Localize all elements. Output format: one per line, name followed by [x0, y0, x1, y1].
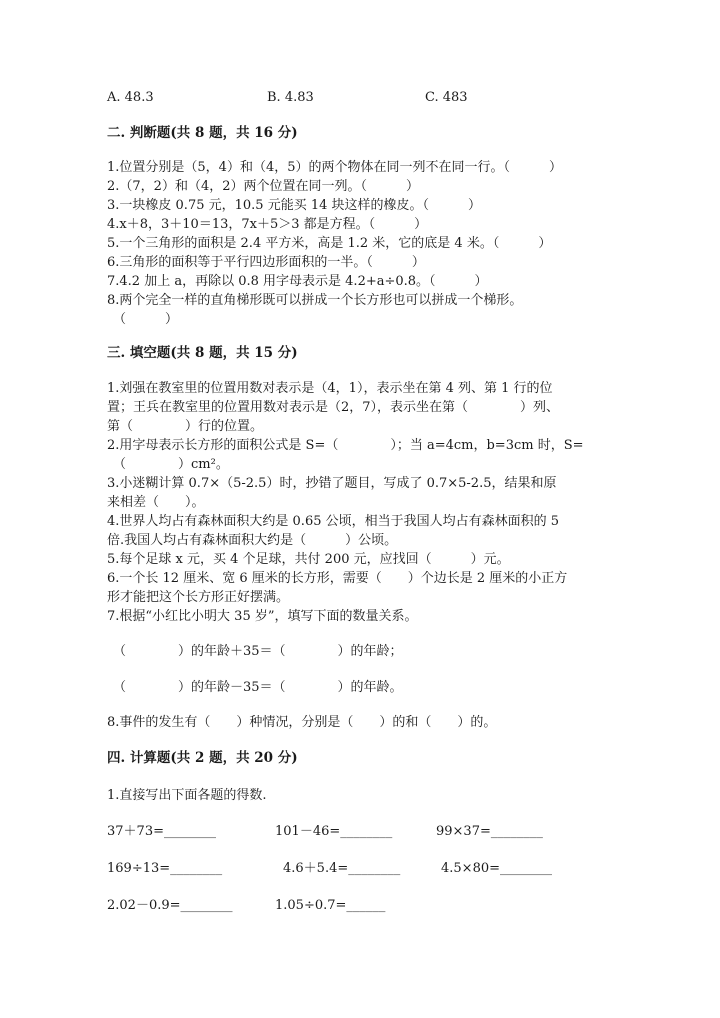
- fill-item-2-line-2: （ ）cm²。: [113, 457, 229, 472]
- calc-problem: 4.5×80=________: [441, 861, 553, 876]
- judge-item-2: 2.（7，2）和（4，2）两个位置在同一列。（ ）: [107, 179, 419, 194]
- calc-problem: 169÷13=________: [107, 861, 223, 876]
- judge-item-6: 6.三角形的面积等于平行四边形面积的一半。（ ）: [107, 255, 425, 270]
- fill-item-3-line-2: 来相差（ ）。: [107, 495, 205, 510]
- fill-item-5: 5.每个足球 x 元，买 4 个足球，共付 200 元，应找回（ ）元。: [107, 552, 510, 567]
- calc-problem: 2.02－0.9=________: [107, 898, 233, 913]
- option-b: B. 4.83: [267, 90, 314, 105]
- fill-item-2-line-1: 2.用字母表示长方形的面积公式是 S=（ ）；当 a=4cm，b=3cm 时，S=: [107, 438, 584, 453]
- judge-item-8-blank: （ ）: [113, 312, 179, 327]
- judge-item-4: 4.x＋8，3＋10＝13，7x＋5＞3 都是方程。（ ）: [107, 217, 428, 232]
- calc-intro: 1.直接写出下面各题的得数.: [107, 788, 267, 803]
- judge-item-7: 7.4.2 加上 a，再除以 0.8 用字母表示是 4.2+a÷0.8。（ ）: [107, 274, 488, 289]
- judge-item-5: 5.一个三角形的面积是 2.4 平方米，高是 1.2 米，它的底是 4 米。（ ）: [107, 236, 552, 251]
- fill-item-3-line-1: 3.小迷糊计算 0.7×（5-2.5）时，抄错了题目，写成了 0.7×5-2.5，结果和原: [107, 476, 557, 491]
- fill-item-7-relation-1: （ ）的年龄＋35＝（ ）的年龄；: [113, 644, 403, 659]
- calc-problem: 1.05÷0.7=______: [275, 898, 386, 913]
- option-a: A. 48.3: [107, 90, 154, 105]
- section-4-title: 四. 计算题(共 2 题，共 20 分): [107, 750, 298, 766]
- fill-item-4-line-1: 4.世界人均占有森林面积大约是 0.65 公顷，相当于我国人均占有森林面积的 5: [107, 514, 560, 529]
- fill-item-8: 8.事件的发生有（ ）种情况，分别是（ ）的和（ ）的。: [107, 715, 497, 730]
- fill-item-1-line-3: 第（ ）行的位置。: [107, 419, 264, 434]
- fill-item-6-line-2: 形才能把这个长方形正好摆满。: [107, 590, 290, 605]
- judge-item-1: 1.位置分别是（5，4）和（4，5）的两个物体在同一列不在同一行。（ ）: [107, 160, 562, 175]
- section-2-title: 二. 判断题(共 8 题，共 16 分): [107, 125, 298, 141]
- judge-item-3: 3.一块橡皮 0.75 元，10.5 元能买 14 块这样的橡皮。（ ）: [107, 198, 481, 213]
- fill-item-7: 7.根据“小红比小明大 35 岁”，填写下面的数量关系。: [107, 609, 418, 624]
- section-3-title: 三. 填空题(共 8 题，共 15 分): [107, 345, 298, 361]
- calc-problem: 101－46=________: [275, 824, 393, 839]
- calc-problem: 99×37=________: [436, 824, 543, 839]
- fill-item-7-relation-2: （ ）的年龄－35＝（ ）的年龄。: [113, 680, 403, 695]
- calc-problem: 4.6＋5.4=________: [283, 861, 401, 876]
- fill-item-1-line-2: 置；王兵在教室里的位置用数对表示是（2，7），表示坐在第（ ）列、: [107, 400, 560, 415]
- fill-item-1-line-1: 1.刘强在教室里的位置用数对表示是（4，1），表示坐在第 4 列、第 1 行的位: [107, 381, 553, 396]
- fill-item-4-line-2: 倍.我国人均占有森林面积大约是（ ）公顷。: [107, 533, 398, 548]
- fill-item-6-line-1: 6.一个长 12 厘米、宽 6 厘米的长方形，需要（ ）个边长是 2 厘米的小正方: [107, 571, 568, 586]
- option-c: C. 483: [425, 90, 468, 105]
- calc-problem: 37＋73=________: [107, 824, 216, 839]
- judge-item-8: 8.两个完全一样的直角梯形既可以拼成一个长方形也可以拼成一个梯形。: [107, 293, 523, 308]
